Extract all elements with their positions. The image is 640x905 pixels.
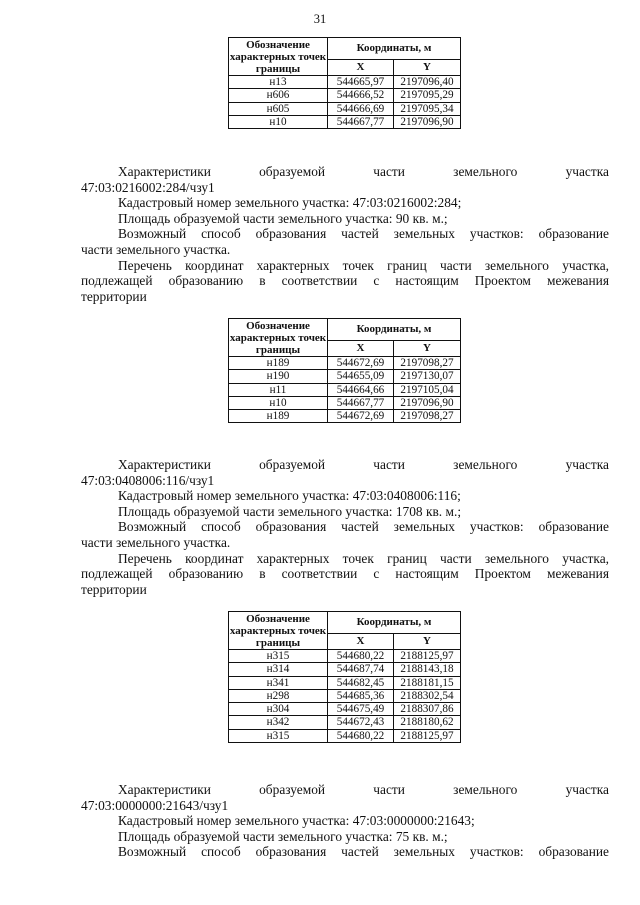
y-cell: 2197095,29 (394, 89, 461, 102)
x-cell: 544666,69 (328, 102, 394, 115)
table-row (229, 102, 461, 115)
formation-method: Возможный способ образования частей земельных участков: образование (118, 844, 609, 860)
part-area: Площадь образуемой части земельного участка: 1708 кв. м.; (118, 503, 462, 519)
y-cell: 2188307,86 (394, 703, 461, 716)
point-cell: н10 (229, 396, 328, 409)
column-header-y: Y (394, 60, 461, 76)
characteristics-line (81, 164, 609, 180)
point-cell: н11 (229, 383, 328, 396)
char-word: Характеристики (118, 782, 211, 797)
part-identifier: 47:03:0408006:116/чзу1 (81, 472, 215, 488)
x-cell: 544655,09 (328, 370, 394, 383)
table-row (229, 716, 461, 729)
point-cell: н605 (229, 102, 328, 115)
table-row (229, 650, 461, 663)
char-word: образуемой (259, 164, 326, 179)
table-row (229, 663, 461, 676)
characteristics-line (81, 457, 609, 473)
point-cell: н304 (229, 703, 328, 716)
x-cell: 544680,22 (328, 729, 394, 742)
char-word: земельного (453, 782, 518, 797)
char-word: образуемой (259, 457, 326, 472)
column-header-x: X (328, 341, 394, 357)
y-cell: 2188302,54 (394, 689, 461, 702)
part-area: Площадь образуемой части земельного участка: 75 кв. м.; (118, 828, 448, 844)
y-cell: 2188143,18 (394, 663, 461, 676)
column-header-y: Y (394, 634, 461, 650)
char-word: участка (565, 457, 609, 472)
part-identifier: 47:03:0216002:284/чзу1 (81, 179, 215, 195)
column-header-coords: Координаты, м (328, 612, 461, 634)
x-cell: 544672,69 (328, 410, 394, 423)
section-text (81, 782, 609, 860)
cadastral-number: Кадастровый номер земельного участка: 47:03:0216002:284; (118, 195, 462, 211)
y-cell: 2197098,27 (394, 410, 461, 423)
formation-method: Возможный способ образования частей земельных участков: образование (118, 519, 609, 535)
formation-method-cont: части земельного участка. (81, 534, 231, 550)
characteristics-line (81, 782, 609, 798)
x-cell: 544682,45 (328, 676, 394, 689)
y-cell: 2188125,97 (394, 729, 461, 742)
point-cell: н341 (229, 676, 328, 689)
x-cell: 544664,66 (328, 383, 394, 396)
part-area: Площадь образуемой части земельного участка: 90 кв. м.; (118, 210, 448, 226)
char-word: участка (565, 782, 609, 797)
formation-method: Возможный способ образования частей земельных участков: образование (118, 226, 609, 242)
point-cell: н13 (229, 76, 328, 89)
table-row (229, 410, 461, 423)
x-cell: 544672,69 (328, 357, 394, 370)
y-cell: 2197095,34 (394, 102, 461, 115)
column-header-coords: Координаты, м (328, 319, 461, 341)
section-text (81, 164, 609, 304)
point-cell: н189 (229, 357, 328, 370)
y-cell: 2197130,07 (394, 370, 461, 383)
char-word: части (373, 457, 405, 472)
table-row (229, 383, 461, 396)
char-word: Характеристики (118, 164, 211, 179)
char-word: земельного (453, 164, 518, 179)
page-number: 31 (313, 12, 327, 26)
point-cell: н342 (229, 716, 328, 729)
point-cell: н314 (229, 663, 328, 676)
point-cell: н190 (229, 370, 328, 383)
y-cell: 2188181,15 (394, 676, 461, 689)
y-cell: 2197098,27 (394, 357, 461, 370)
coordinates-list-intro: Перечень координат характерных точек границ части земельного участка, (118, 550, 609, 566)
column-header-points: Обозначение характерных точек границы (229, 612, 327, 649)
x-cell: 544685,36 (328, 689, 394, 702)
y-cell: 2197105,04 (394, 383, 461, 396)
char-word: части (373, 782, 405, 797)
x-cell: 544687,74 (328, 663, 394, 676)
cadastral-number: Кадастровый номер земельного участка: 47:03:0000000:21643; (118, 813, 475, 829)
column-header-y: Y (394, 341, 461, 357)
char-word: части (373, 164, 405, 179)
x-cell: 544667,77 (328, 396, 394, 409)
point-cell: н315 (229, 650, 328, 663)
table-row (229, 370, 461, 383)
column-header-coords: Координаты, м (328, 38, 461, 60)
column-header-points: Обозначение характерных точек границы (229, 319, 327, 356)
point-cell: н606 (229, 89, 328, 102)
char-word: Характеристики (118, 457, 211, 472)
table-row (229, 115, 461, 128)
table-row (229, 89, 461, 102)
column-header-x: X (328, 60, 394, 76)
coordinates-list-intro-cont: подлежащей образованию в соответствии с настоящим Проектом межевания (81, 273, 609, 289)
coordinates-list-intro-cont: подлежащей образованию в соответствии с настоящим Проектом межевания (81, 566, 609, 582)
point-cell: н10 (229, 115, 328, 128)
x-cell: 544675,49 (328, 703, 394, 716)
x-cell: 544667,77 (328, 115, 394, 128)
table-row (229, 676, 461, 689)
x-cell: 544672,43 (328, 716, 394, 729)
x-cell: 544680,22 (328, 650, 394, 663)
y-cell: 2197096,90 (394, 115, 461, 128)
x-cell: 544666,52 (328, 89, 394, 102)
formation-method-cont: части земельного участка. (81, 241, 231, 257)
char-word: образуемой (259, 782, 326, 797)
x-cell: 544665,97 (328, 76, 394, 89)
cadastral-number: Кадастровый номер земельного участка: 47:03:0408006:116; (118, 488, 461, 504)
table-row (229, 689, 461, 702)
section-text (81, 457, 609, 597)
point-cell: н189 (229, 410, 328, 423)
table-row (229, 703, 461, 716)
y-cell: 2188125,97 (394, 650, 461, 663)
char-word: земельного (453, 457, 518, 472)
point-cell: н298 (229, 689, 328, 702)
point-cell: н315 (229, 729, 328, 742)
part-identifier: 47:03:0000000:21643/чзу1 (81, 797, 229, 813)
coordinates-list-intro: Перечень координат характерных точек границ части земельного участка, (118, 257, 609, 273)
coordinates-list-intro-end: территории (81, 581, 147, 597)
column-header-x: X (328, 634, 394, 650)
table-row (229, 396, 461, 409)
coordinates-list-intro-end: территории (81, 288, 147, 304)
y-cell: 2197096,40 (394, 76, 461, 89)
table-row (229, 357, 461, 370)
column-header-points: Обозначение характерных точек границы (229, 38, 327, 75)
table-row (229, 729, 461, 742)
coordinates-table (228, 611, 461, 743)
coordinates-table (228, 37, 461, 129)
char-word: участка (565, 164, 609, 179)
coordinates-table (228, 318, 461, 423)
table-row (229, 76, 461, 89)
y-cell: 2188180,62 (394, 716, 461, 729)
y-cell: 2197096,90 (394, 396, 461, 409)
